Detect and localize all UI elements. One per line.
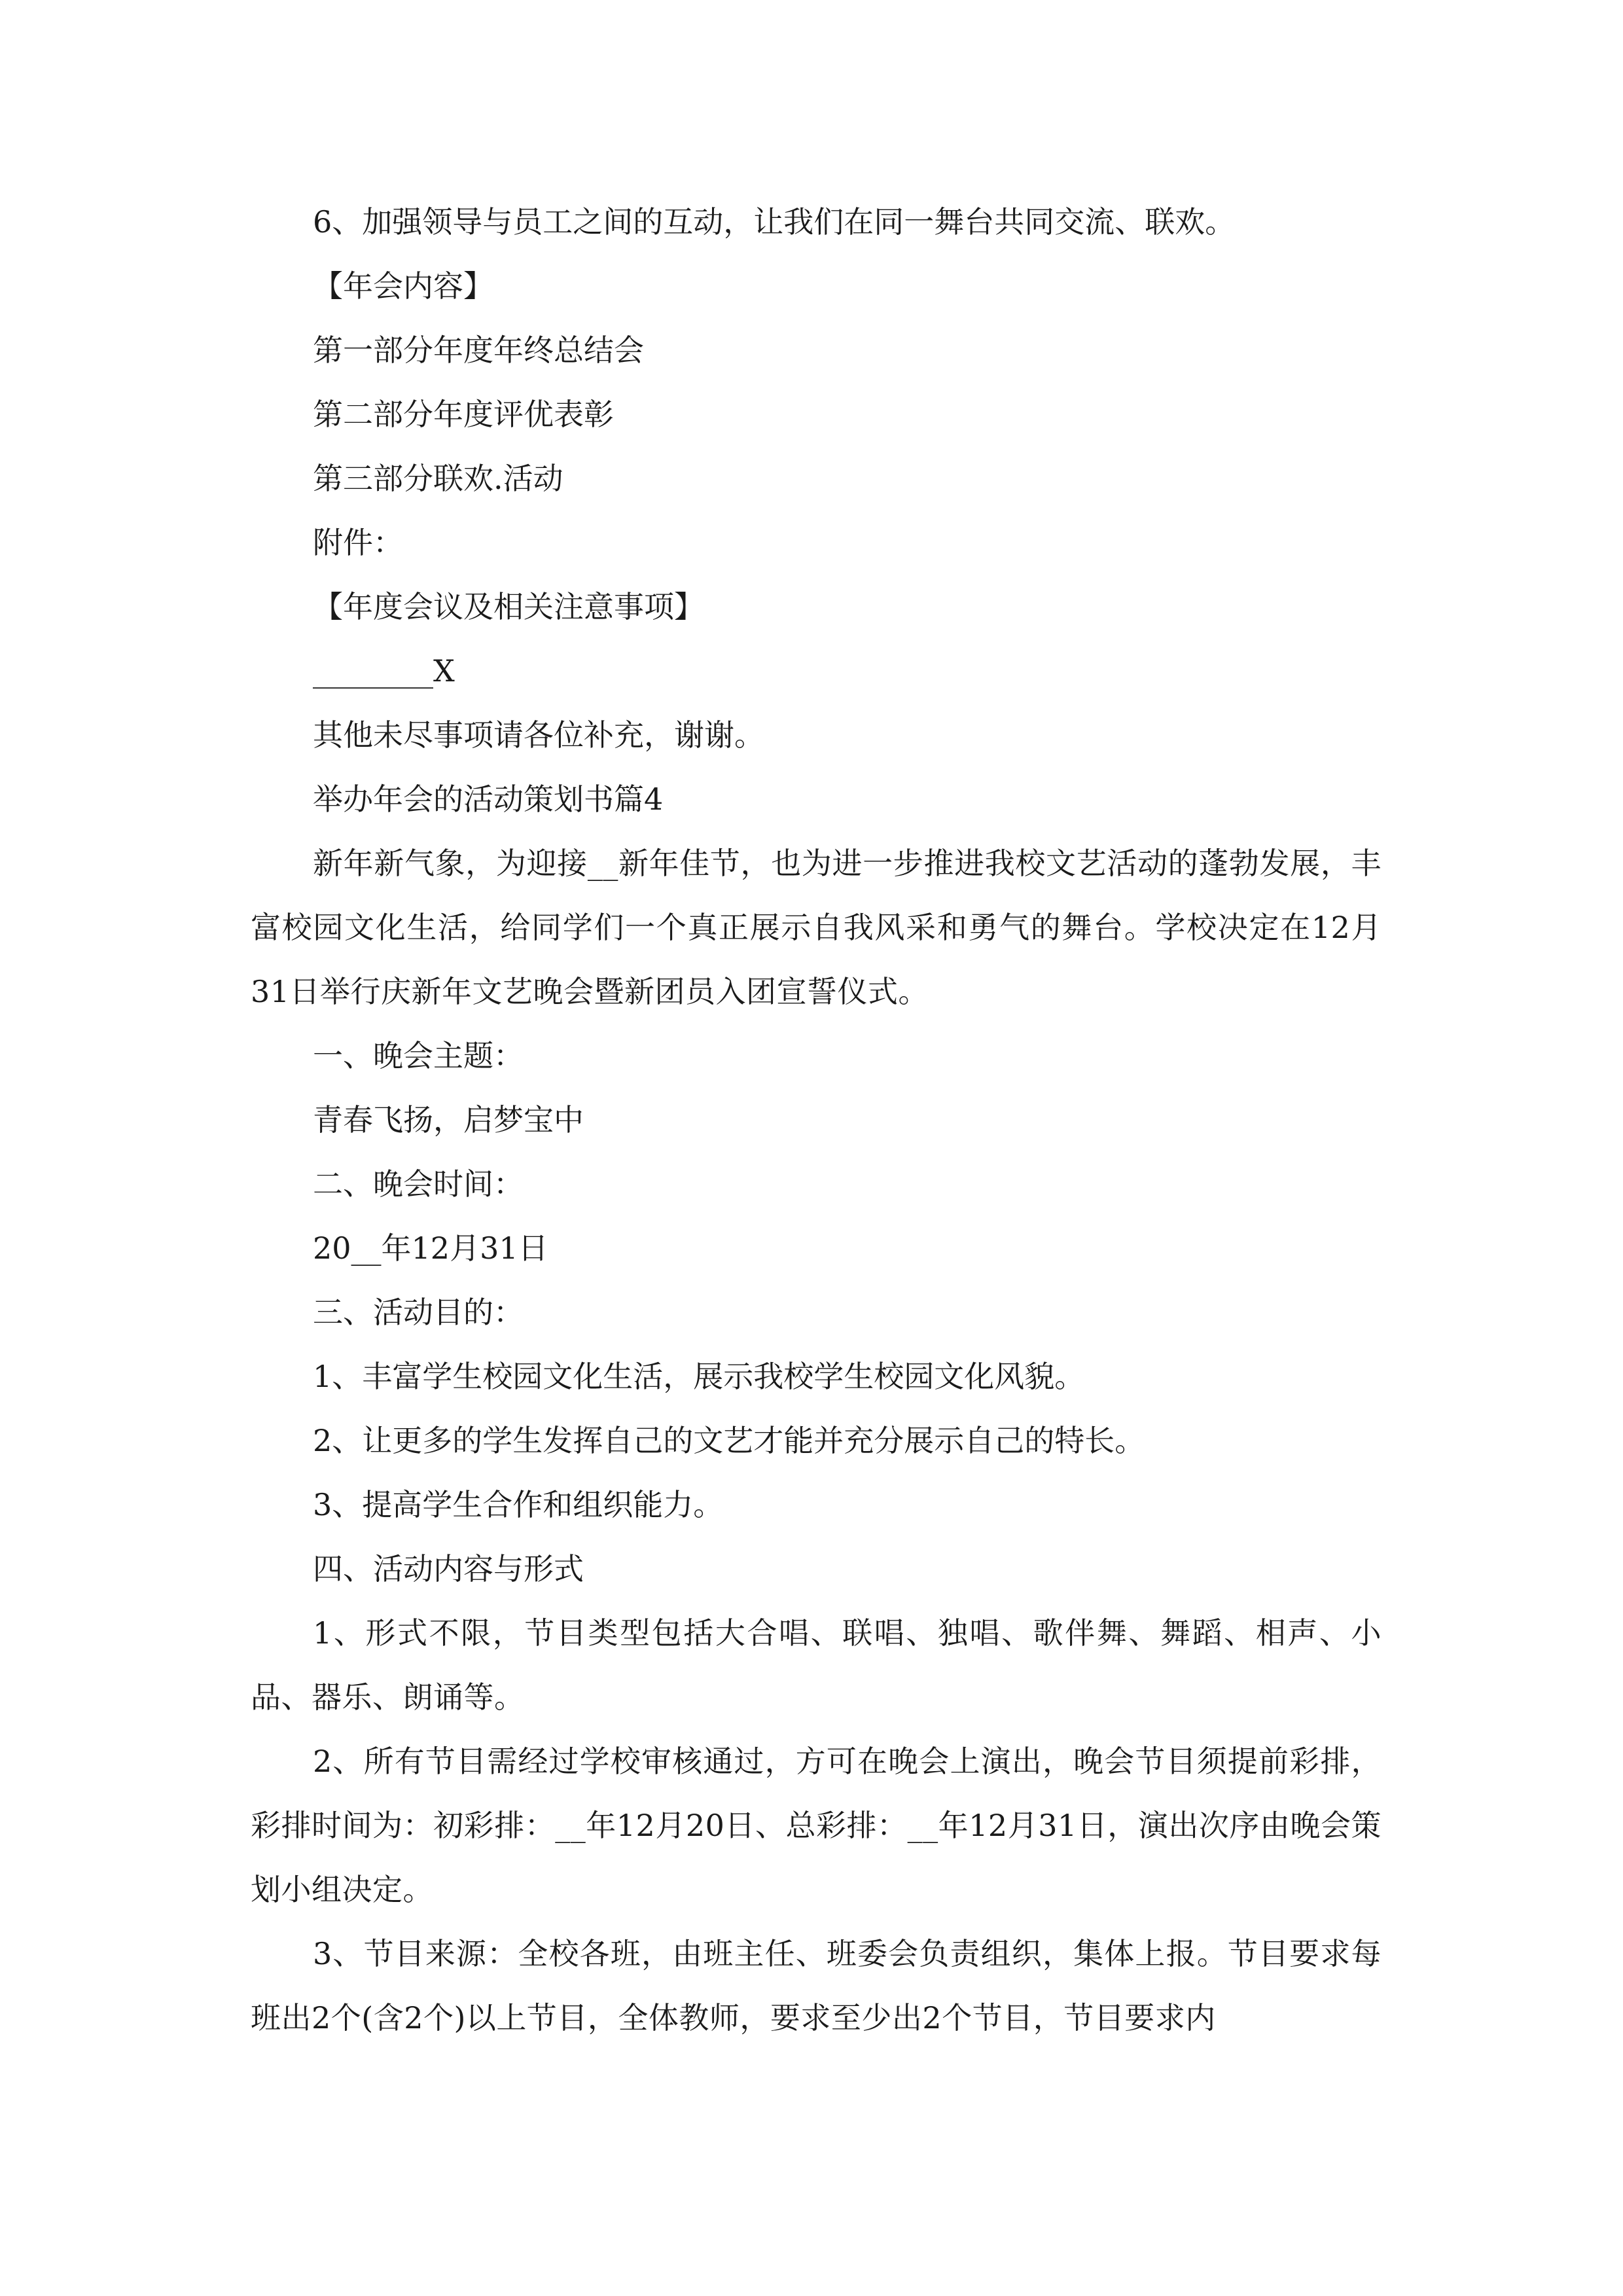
text-line: 20__年12月31日 (313, 1230, 548, 1266)
section-heading: 一、晚会主题： (313, 1038, 524, 1073)
text-line: 其他未尽事项请各位补充，谢谢。 (313, 717, 764, 753)
list-item: 2、让更多的学生发挥自己的文艺才能并充分展示自己的特长。 (313, 1423, 1145, 1458)
intro-paragraph: 新年新气象，为迎接__新年佳节，也为进一步推进我校文艺活动的蓬勃发展，丰富校园文化生活，给同学们一个真正展示自我风采和勇气的舞台。学校决定在12月31日举行庆新年文艺晚会暨新团员入团宣誓仪式。 (251, 846, 1382, 1009)
list-item: 1、丰富学生校园文化生活，展示我校学生校园文化风貌。 (313, 1359, 1085, 1394)
list-paragraph: 2、所有节目需经过学校审核通过，方可在晚会上演出，晚会节目须提前彩排，彩排时间为：初彩排：__年12月20日、总彩排：__年12月31日，演出次序由晚会策划小组决定。 (251, 1744, 1382, 1907)
text-line: ________X (313, 653, 455, 689)
text-line: 6、加强领导与员工之间的互动，让我们在同一舞台共同交流、联欢。 (313, 204, 1236, 240)
list-item: 3、提高学生合作和组织能力。 (313, 1487, 724, 1522)
list-paragraph: 1、形式不限，节目类型包括大合唱、联唱、独唱、歌伴舞、舞蹈、相声、小品、器乐、朗诵等。 (251, 1615, 1382, 1715)
section-heading: 【年会内容】 (313, 268, 493, 304)
text-line: 青春飞扬，启梦宝中 (313, 1102, 584, 1138)
article-title: 举办年会的活动策划书篇4 (313, 781, 664, 817)
section-heading: 四、活动内容与形式 (313, 1551, 584, 1587)
section-heading: 【年度会议及相关注意事项】 (313, 589, 704, 624)
text-line: 附件： (313, 525, 403, 560)
text-line: 第三部分联欢.活动 (313, 461, 563, 496)
section-heading: 三、活动目的： (313, 1295, 524, 1330)
document-body (251, 190, 1382, 2050)
section-heading: 二、晚会时间： (313, 1166, 524, 1202)
text-line: 第二部分年度评优表彰 (313, 397, 614, 432)
text-line: 第一部分年度年终总结会 (313, 332, 644, 368)
list-paragraph: 3、节目来源：全校各班，由班主任、班委会负责组织，集体上报。节目要求每班出2个(含2个)以上节目，全体教师，要求至少出2个节目，节目要求内 (251, 1936, 1382, 2036)
